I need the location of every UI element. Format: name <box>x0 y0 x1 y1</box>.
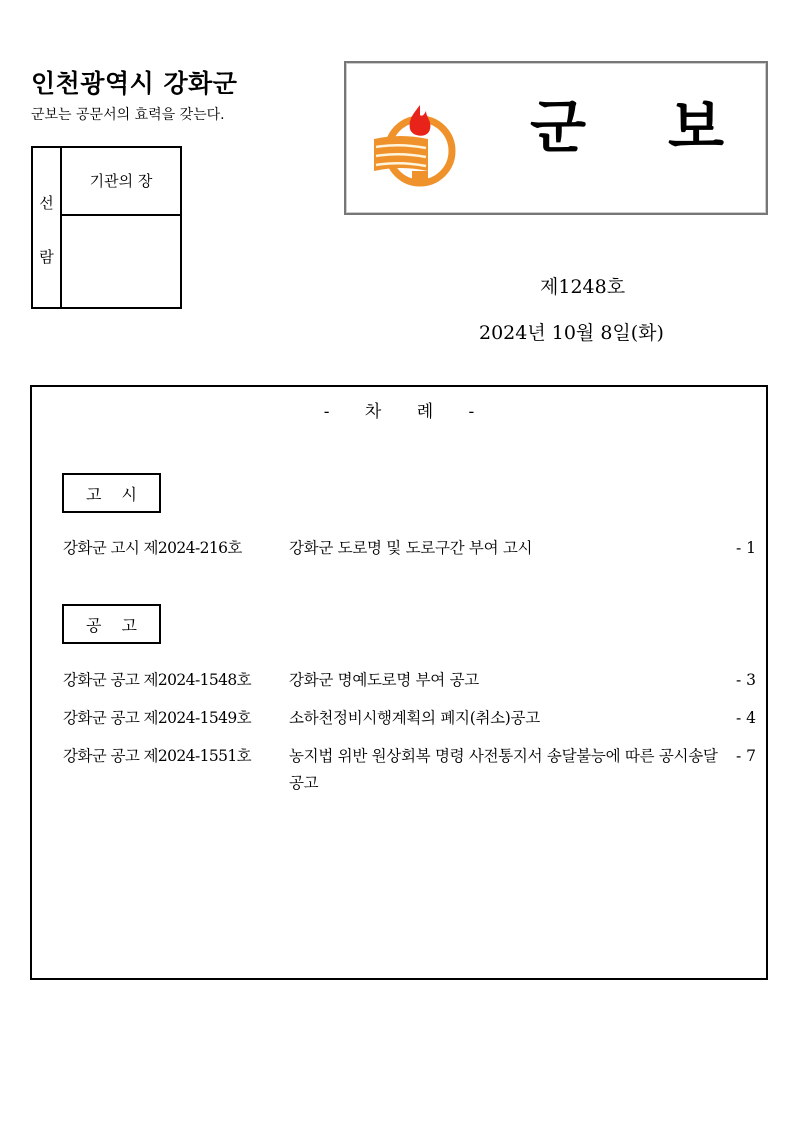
entry-page: - 7 <box>735 747 756 765</box>
entry-title: 강화군 도로명 및 도로구간 부여 고시 <box>289 539 533 557</box>
approval-side-column <box>33 148 62 307</box>
masthead-title-char-1: 군 <box>530 93 587 161</box>
entry-title: 농지법 위반 원상회복 명령 사전통지서 송달불능에 따른 공시송달 공고 <box>289 747 718 792</box>
section-header-notice <box>62 473 161 513</box>
entry-page: - 4 <box>735 709 756 727</box>
issue-date: 2024년 10월 8일(화) <box>479 322 664 344</box>
section-label-a: 고 <box>86 484 102 504</box>
masthead <box>344 61 768 215</box>
entry-number: 강화군 공고 제2024-1551호 <box>63 747 251 765</box>
section-header-announcement <box>62 604 161 644</box>
entry-title: 소하천정비시행계획의 폐지(취소)공고 <box>289 709 540 727</box>
entry-number: 강화군 공고 제2024-1548호 <box>63 671 251 689</box>
approval-box <box>31 146 182 309</box>
table-of-contents <box>30 385 768 980</box>
section-label-b: 시 <box>121 484 137 504</box>
section-label-b: 고 <box>121 615 137 635</box>
entry-page: - 3 <box>735 671 756 689</box>
toc-title: - 차 례 - <box>323 402 475 422</box>
section-label-a: 공 <box>86 615 102 635</box>
entry-number: 강화군 공고 제2024-1549호 <box>63 709 251 727</box>
approval-head-label: 기관의 장 <box>62 148 180 216</box>
masthead-title-char-2: 보 <box>668 93 725 161</box>
entry-number: 강화군 고시 제2024-216호 <box>63 539 242 557</box>
entry-title: 강화군 명예도로명 부여 공고 <box>289 671 479 689</box>
approval-side-label-top: 선 <box>39 194 54 212</box>
org-note: 군보는 공문서의 효력을 갖는다. <box>31 107 225 123</box>
county-emblem-flame-icon <box>370 93 466 193</box>
org-title: 인천광역시 강화군 <box>31 69 238 98</box>
issue-number: 제1248호 <box>540 276 626 298</box>
entry-page: - 1 <box>735 539 756 557</box>
approval-side-label-bottom: 람 <box>39 248 54 266</box>
